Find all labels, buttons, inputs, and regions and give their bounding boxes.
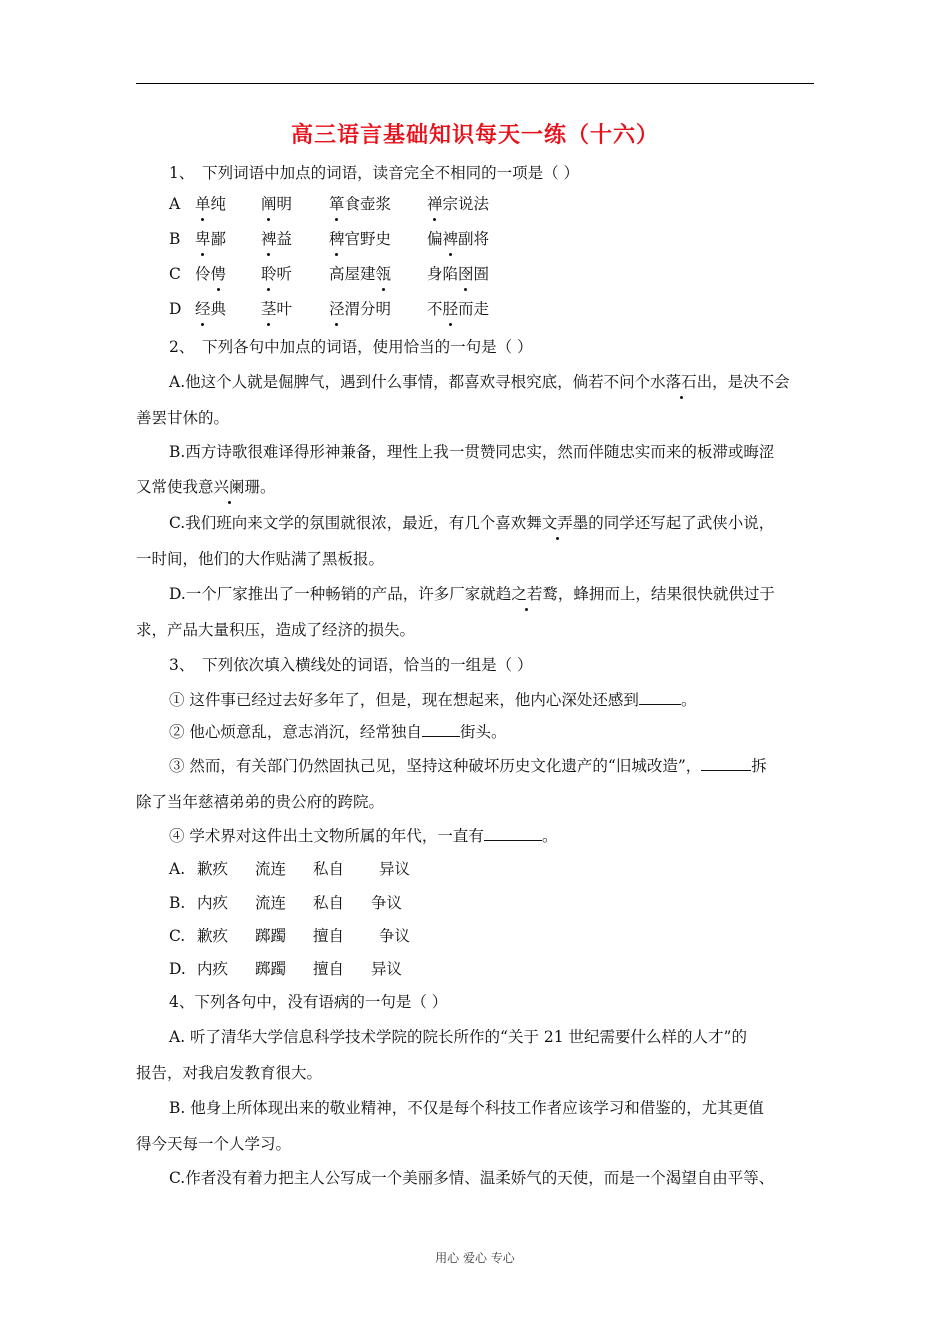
q4-option-a-line2: 报告，对我启发教育很大。 <box>136 1064 323 1082</box>
q2-option-d-line2: 求，产品大量积压，造成了经济的损失。 <box>136 621 416 639</box>
q3-option-c: C. 歉疚 踯躅 擅自 争议 <box>169 927 411 945</box>
q2-option-a-line2: 善罢甘休的。 <box>136 409 230 427</box>
q1-stem: 1、 下列词语中加点的词语，读音完全不相同的一项是（ ） <box>169 164 580 182</box>
page-footer: 用心 爱心 专心 <box>435 1251 515 1265</box>
q3-option-d: D. 内疚 踯躅 擅自 异议 <box>169 960 403 978</box>
q2-b-idiom: 意兴阑珊 <box>198 478 261 496</box>
q3-option-a: A. 歉疚 流连 私自 异议 <box>169 860 411 878</box>
q3-stem: 3、 下列依次填入横线处的词语，恰当的一组是（ ） <box>169 656 533 674</box>
q2-stem: 2、 下列各句中加点的词语，使用恰当的一句是（ ） <box>169 338 533 356</box>
q2-option-b-line2: 又常使我意兴阑珊。 <box>136 478 276 496</box>
q2-a-idiom: 水落石出 <box>650 373 713 391</box>
page-title: 高三语言基础知识每天一练（十六） <box>290 122 659 148</box>
q4-option-c-line1: C.作者没有着力把主人公写成一个美丽多情、温柔娇气的天使，而是一个渴望自由平等、 <box>169 1169 775 1187</box>
q2-option-b-line1: B.西方诗歌很难译得形神兼备，理性上我一贯赞同忠实，然而伴随忠实而来的板滞或晦涩 <box>169 443 775 461</box>
q3-sentence-3: ③ 然而，有关部门仍然固执己见，坚持这种破坏历史文化遗产的“旧城改造”， 拆 <box>169 757 767 775</box>
q2-option-c-line2: 一时间，他们的大作贴满了黑板报。 <box>136 550 385 568</box>
fill-blank <box>484 826 542 841</box>
q4-option-b-line1: B. 他身上所体现出来的敬业精神，不仅是每个科技工作者应该学习和借鉴的，尤其更值 <box>169 1099 764 1117</box>
q2-c-idiom: 舞文弄墨 <box>526 514 589 532</box>
q1-option-a: A 单纯 阐明 箪食壶浆 禅宗说法 <box>169 195 490 213</box>
fill-blank <box>422 722 460 737</box>
q2-option-a-line1: A.他这个人就是倔脾气，遇到什么事情，都喜欢寻根究底，倘若不问个水落石出，是决不会 <box>169 373 790 391</box>
fill-blank <box>701 756 751 771</box>
q3-sentence-3-cont: 除了当年慈禧弟弟的贵公府的跨院。 <box>136 793 385 811</box>
q2-option-d-line1: D.一个厂家推出了一种畅销的产品，许多厂家就趋之若鹜，蜂拥而上，结果很快就供过于 <box>169 585 775 603</box>
fill-blank <box>639 690 681 705</box>
q3-option-b: B. 内疚 流连 私自 争议 <box>169 894 403 912</box>
q3-sentence-2: ② 他心烦意乱，意志消沉，经常独自 街头。 <box>169 723 507 741</box>
q4-stem: 4、下列各句中，没有语病的一句是（ ） <box>169 993 448 1011</box>
q4-option-b-line2: 得今天每一个人学习。 <box>136 1135 292 1153</box>
q4-option-a-line1: A. 听了清华大学信息科学技术学院的院长所作的“关于 21 世纪需要什么样的人才”的 <box>169 1028 747 1046</box>
q1-option-d: D 经典 茎叶 泾渭分明 不胫而走 <box>169 300 490 318</box>
q2-option-c-line1: C.我们班向来文学的氛围就很浓，最近，有几个喜欢舞文弄墨的同学还写起了武侠小说， <box>169 514 775 532</box>
q3-sentence-1: ① 这件事已经过去好多年了，但是，现在想起来，他内心深处还感到 。 <box>169 691 697 709</box>
q2-d-idiom: 趋之若鹜 <box>495 585 558 603</box>
q3-sentence-4: ④ 学术界对这件出土文物所属的年代，一直有 。 <box>169 827 558 845</box>
header-rule <box>136 83 814 84</box>
q1-option-c: C 伶俜 聆听 高屋建瓴 身陷囹圄 <box>169 265 490 283</box>
q1-option-b: B 卑鄙 裨益 稗官野史 偏裨副将 <box>169 230 490 248</box>
